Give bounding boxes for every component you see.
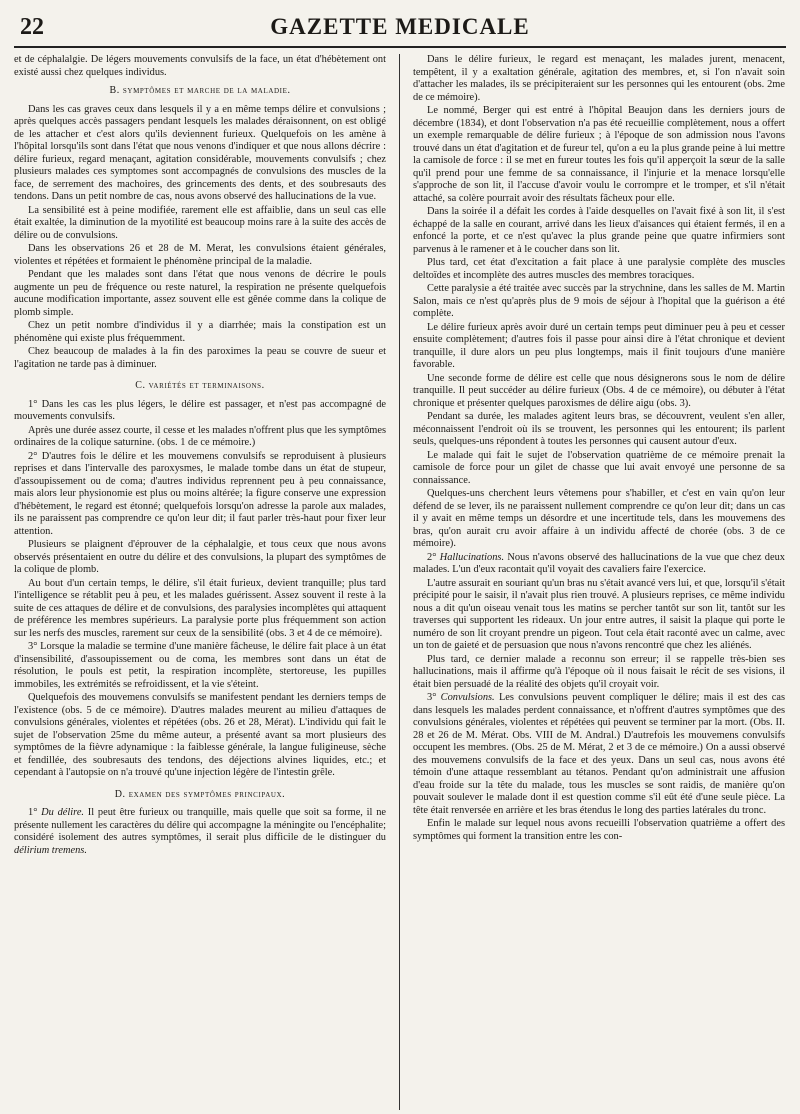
item-number: 1° bbox=[28, 807, 42, 818]
paragraph bbox=[413, 578, 785, 653]
paragraph-text: Plus tard, cet état d'excitation a fait place à une paralysie complète des muscles deltoïdes et incomplète des autres muscles des membres toraciques. bbox=[413, 257, 785, 281]
paragraph bbox=[14, 54, 386, 79]
paragraph-text: 2° D'autres fois le délire et les mouvemens convulsifs se reproduisent à plusieurs reprises et dans l'intervalle des paroxysmes, le malade tombe dans un état de stupeur, d'assoupissement ou de coma; d'autres individus reprennent peu à peu connaissance, mais alors leur physionomie est plus ou moins altérée; la figure conserve une expression d'hébètement, le regard est étonné; quelquefois lorsqu'on adresse la parole aux malades, ils ne paraissent pas comprendre ce qu'on leur dit; il faut parler très-haut pour fixer leur attention. bbox=[14, 450, 386, 537]
paragraph-text: et de céphalalgie. De légers mouvements convulsifs de la face, un état d'hébètement ont existé aussi chez quelques individus. bbox=[14, 54, 386, 78]
item-number: 3° bbox=[427, 692, 441, 703]
paragraph bbox=[413, 283, 785, 321]
paragraph-text: L'autre assurait en souriant qu'un bras nu s'était avancé vers lui, et que, lorsqu'il s'était précipité pour le saisir, il n'avait plus rien trouvé. A plusieurs reprises, ce même individu nous a dit qu'un oiseau venait tous les matins se percher tantôt sur son lit, tantôt sur les traverses qui supportent les rideaux. Un jour entre autres, il saisit la plaque qui porte le numéro de son lit croyant prendre un pigeon. Tout cela était raconté avec un calme, avec un ton de gaieté et de persuasion que nous n'avons rencontré que chez les aliénés. bbox=[413, 577, 785, 651]
paragraph-text: Enfin le malade sur lequel nous avons recueilli l'observation quatrième a offert des symptômes qui forment la transition entre les con- bbox=[413, 818, 785, 842]
paragraph bbox=[413, 411, 785, 449]
left-column bbox=[14, 54, 386, 1110]
paragraph bbox=[413, 654, 785, 692]
item-number: 2° bbox=[427, 551, 440, 563]
paragraph bbox=[14, 641, 386, 691]
paragraph-text: Quelques-uns cherchent leurs vêtemens pour s'habiller, et c'est en vain qu'on leur défend de se lever, ils ne paraissent nullement comprendre ce qu'on leur dit; dans un cas il y avait en même temps un désordre et une incertitude tels, dans les mouvemens des bras, qu'on aurait cru avoir affaire à un individu affecté de chorée (obs. 3 de ce mémoire). bbox=[413, 488, 785, 549]
columns bbox=[14, 54, 786, 1110]
right-column bbox=[413, 54, 785, 1110]
paragraph bbox=[413, 552, 785, 577]
italic-term: Hallucinations. bbox=[439, 551, 505, 563]
page-number: 22 bbox=[20, 14, 44, 40]
paragraph-text: Pendant sa durée, les malades agitent leurs bras, se découvrent, veulent s'en aller, méconnaissent l'endroit où ils se trouvent, les personnes qui les entourent; ils parlent seuls, quelques-uns répondent à toutes les personnes qui causent autour d'eux. bbox=[413, 411, 785, 447]
paragraph bbox=[14, 399, 386, 424]
paragraph bbox=[413, 54, 785, 104]
paragraph bbox=[14, 243, 386, 268]
paragraph bbox=[413, 692, 785, 817]
paragraph-text: Il peut être furieux ou tranquille, mais quelle que soit sa forme, il ne présente nullement les caractères du délire qui accompagne la méningite ou l'encéphalite; considéré isolement des autres symptômes, il serait plus difficile de le distinguer du bbox=[14, 807, 386, 843]
paragraph-text: La sensibilité est à peine modifiée, rarement elle est affaiblie, dans un seul cas elle était exaltée, la diminution de la myotilité est beaucoup moins rare à la suite des accès de délire ou de convulsions. bbox=[14, 204, 386, 241]
paragraph-text: Plus tard, ce dernier malade a reconnu son erreur; il se rappelle très-bien ses hallucinations, mais il affirme qu'à l'époque où il nous faisait le récit de ses visions, il était bien persuadé de la réalité des objets qu'il croyait voir. bbox=[413, 653, 785, 690]
paragraph bbox=[413, 373, 785, 411]
paragraph-text: Plusieurs se plaignent d'éprouver de la céphalalgie, et tous ceux que nous avons observés présentaient en outre du délire et des convulsions, la plupart des symptômes de la colique de plomb. bbox=[14, 539, 386, 575]
paragraph bbox=[14, 205, 386, 243]
paragraph-text: Nous n'avons observé des hallucinations de la vue que chez deux malades. L'un d'eux racontait qu'il voyait des cavaliers faire l'exercice. bbox=[413, 551, 785, 575]
paragraph-text: Le malade qui fait le sujet de l'observation quatrième de ce mémoire prenait la camisole de force pour un gilet de chasse que lui avait envoyé une personne de sa connaissance. bbox=[413, 449, 785, 486]
paragraph bbox=[413, 450, 785, 488]
paragraph bbox=[14, 269, 386, 319]
paragraph bbox=[413, 322, 785, 372]
paragraph-text: 3° Lorsque la maladie se termine d'une manière fâcheuse, le délire fait place à un état d'insensibilité, d'assoupissement ou de coma, les membres sont dans un état de résolution, le pouls est petit, la respiration incomplète, stertoreuse, les pupilles immobiles, les extrémités se refroidissent, et la vie s'éteint. bbox=[14, 641, 386, 690]
paragraph bbox=[14, 451, 386, 539]
paragraph bbox=[14, 539, 386, 577]
paragraph-text: Le nommé, Berger qui est entré à l'hôpital Beaujon dans les derniers jours de décembre (1834), et dont l'observation n'a pas été recueillie complètement, nous a offert un exemple remarquable de délire furieux ; à l'époque de son admission nous l'avons trouvé dans un état d'agitation et de fureur tel, qu'on a eu la plus grande peine à lui mettre la camisole de force : il se met en fureur toutes les fois qu'il apperçoit la sœur de la salle qu'il prend pour une femme de sa connaissance, il l'injurie et la menace lorsqu'elle s'approche de son lit, il l'accuse d'avoir voulu le corrompre et le tromper, et s'il n'était attaché, sa colère pourrait avoir des résultats fâcheux pour elle. bbox=[413, 105, 785, 204]
section-heading: C. variétés et terminaisons. bbox=[135, 380, 265, 391]
paragraph-text: Quelquefois des mouvemens convulsifs se manifestent pendant les derniers temps de l'existence (obs. 5 de ce mémoire). D'autres malades meurent au milieu d'attaques de convulsions générales, violentes et répétées (obs. 26 et 28, Mérat). L'individu qui fait le sujet de l'observation 25me du même auteur, a présenté avant sa mort plusieurs des symptômes de la fièvre adynamique : la faiblesse générale, la langue fuligineuse, sèche et fendillée, des soubresauts des tendons, des déjections alvines liquides, etc.; et cependant à l'autopsie on n'a trouvé qu'une injection légère de l'intestin grêle. bbox=[14, 692, 386, 778]
paragraph-text: Chez un petit nombre d'individus il y a diarrhée; mais la constipation est un phénomène qui existe plus fréquemment. bbox=[14, 320, 386, 344]
paragraph bbox=[14, 320, 386, 345]
paragraph-text: Chez beaucoup de malades à la fin des paroximes la peau se couvre de sueur et l'agitation ne tarde pas à diminuer. bbox=[14, 346, 386, 370]
italic-term: délirium tremens. bbox=[14, 844, 87, 856]
paragraph bbox=[14, 807, 386, 857]
paragraph-text: Cette paralysie a été traitée avec succès par la strychnine, dans les salles de M. Martin Salon, mais ce n'est qu'après plus de 9 mois de séjour à l'hopital que la guérison a été complète. bbox=[413, 283, 785, 319]
paragraph-text: Dans la soirée il a défait les cordes à l'aide desquelles on l'avait fixé à son lit, il s'est échappé de la salle en courant, arrivé dans les lieux d'aisances qui étaient fermés, il en a enfoncé la porte, et ce n'est qu'avec la plus grande peine que quatre infirmiers sont parvenus à le ramener et à le coucher dans son lit. bbox=[413, 206, 785, 255]
section-heading: D. examen des symptômes principaux. bbox=[114, 788, 286, 800]
paragraph bbox=[413, 488, 785, 551]
paragraph-text: Après une durée assez courte, il cesse et les malades n'offrent plus que les symptômes ordinaires de la colique saturnine. (obs. 1 de ce mémoire.) bbox=[14, 424, 386, 448]
masthead-title: GAZETTE MEDICALE bbox=[270, 14, 530, 39]
paragraph-text: Pendant que les malades sont dans l'état que nous venons de décrire le pouls augmente un peu de fréquence ou reste naturel, la respiration ne présente quelquefois aucune modification importante, assez souvent elle est gênée comme dans la colique de plomb simple. bbox=[14, 269, 386, 318]
paragraph-text: 1° Dans les cas les plus légers, le délire est passager, et n'est pas accompagné de mouvements convulsifs. bbox=[14, 398, 386, 422]
paragraph bbox=[14, 425, 386, 450]
paragraph-text: Une seconde forme de délire est celle que nous désignerons sous le nom de délire tranquille. Il peut succéder au délire furieux (Obs. 4 de ce mémoire), ou débuter à l'état chronique et présenter quelques paroxismes de délire aigu (obs. 3). bbox=[413, 372, 785, 409]
paragraph bbox=[413, 206, 785, 256]
paragraph bbox=[413, 105, 785, 205]
paragraph bbox=[14, 346, 386, 371]
italic-term: Convulsions. bbox=[440, 692, 495, 703]
paragraph bbox=[14, 692, 386, 780]
paragraph-text: Dans les cas graves ceux dans lesquels il y a en même temps délire et convulsions ; après quelques accès passagers pendant lesquels les malades déraisonnent, on est obligé de les attacher et c'est alors qu'ils deviennent furieux. Quelquefois on les amène à l'hôpital lorsqu'ils sont dans l'état que nous venons d'indiquer et que nous allons décrire : délire furieux, regard menaçant, agitation considérable, mouvements convulsifs ; chez plusieurs malades ces symptomes sont accompagnés de convulsions des muscles de la face, de serrement des machoires, des grincements des dents, et des soubresauts des tendons. Dans un petit nombre de cas, nous avons observé des hallucinations de la vue. bbox=[14, 103, 386, 202]
paragraph bbox=[14, 104, 386, 204]
paragraph-text: Au bout d'un certain temps, le délire, s'il était furieux, devient tranquille; plus tard l'intelligence se rétablit peu à peu, et les malades guérissent. Assez souvent il reste à la suite de ces attaques de délire et de convulsions, des paralysies incomplètes qui attaquent de préférence les membres supérieurs. La paralysie porte plus fréquemment son action sur les nerfs des muscles, rarement sur ceux de la sensibilité (obs. 3 et 4 de ce mémoire). bbox=[14, 577, 386, 639]
paragraph-text: Dans les observations 26 et 28 de M. Merat, les convulsions étaient générales, violentes et répétées et formaient le phénomène principal de la maladie. bbox=[14, 243, 386, 267]
paragraph-text: Les convulsions peuvent compliquer le délire; mais il est des cas dans lesquels les malades perdent connaissance, et n'offrent d'autres symptômes que des convulsions générales, violentes et répétées qui peuvent se terminer par la mort. (Obs. II. 28 et 26 de M. Mérat. Obs. VIII de M. Andral.) D'autrefois les mouvemens convulsifs occupent les membres. (Obs. 25 de M. Mérat, 2 et 3 de ce mémoire.) On a aussi observé des mouvemens convulsifs de la face et des yeux. Dans un seul cas, nous avons été témoin d'une attaque ressemblant au tétanos. Pendant qu'on administrait une affusion d'eau froide sur la tête du malade, tous les muscles se sont raidis, de manière qu'on pouvait soulever le malade dont il est question comme s'il eût été d'une seule pièce. La tête était renversée en arrière et les bras étendus le long des parties latérales du tronc. bbox=[413, 692, 785, 816]
section-heading: B. symptômes et marche de la maladie. bbox=[109, 85, 291, 96]
paragraph-text: Le délire furieux après avoir duré un certain temps peut diminuer peu à peu et cesser ensuite complètement; d'autres fois il passe pour ainsi dire à l'état chronique et devient tranquille, il dure alors un peu plus longtemps, mais il finit toujours d'une manière favorable. bbox=[413, 321, 785, 370]
column-rule bbox=[399, 54, 400, 1110]
paragraph bbox=[413, 818, 785, 843]
paragraph bbox=[413, 257, 785, 282]
paragraph-text: Dans le délire furieux, le regard est menaçant, les malades jurent, menacent, tempêtent, il y a exaltation générale, agitation des membres, et, si l'on n'avait soin d'attacher les malades, ils se précipiteraient sur les personnes qui les entourent (obs. 2me de ce mémoire). bbox=[413, 54, 785, 103]
page-header bbox=[14, 10, 786, 48]
paragraph bbox=[14, 578, 386, 641]
italic-term: Du délire. bbox=[41, 807, 85, 818]
